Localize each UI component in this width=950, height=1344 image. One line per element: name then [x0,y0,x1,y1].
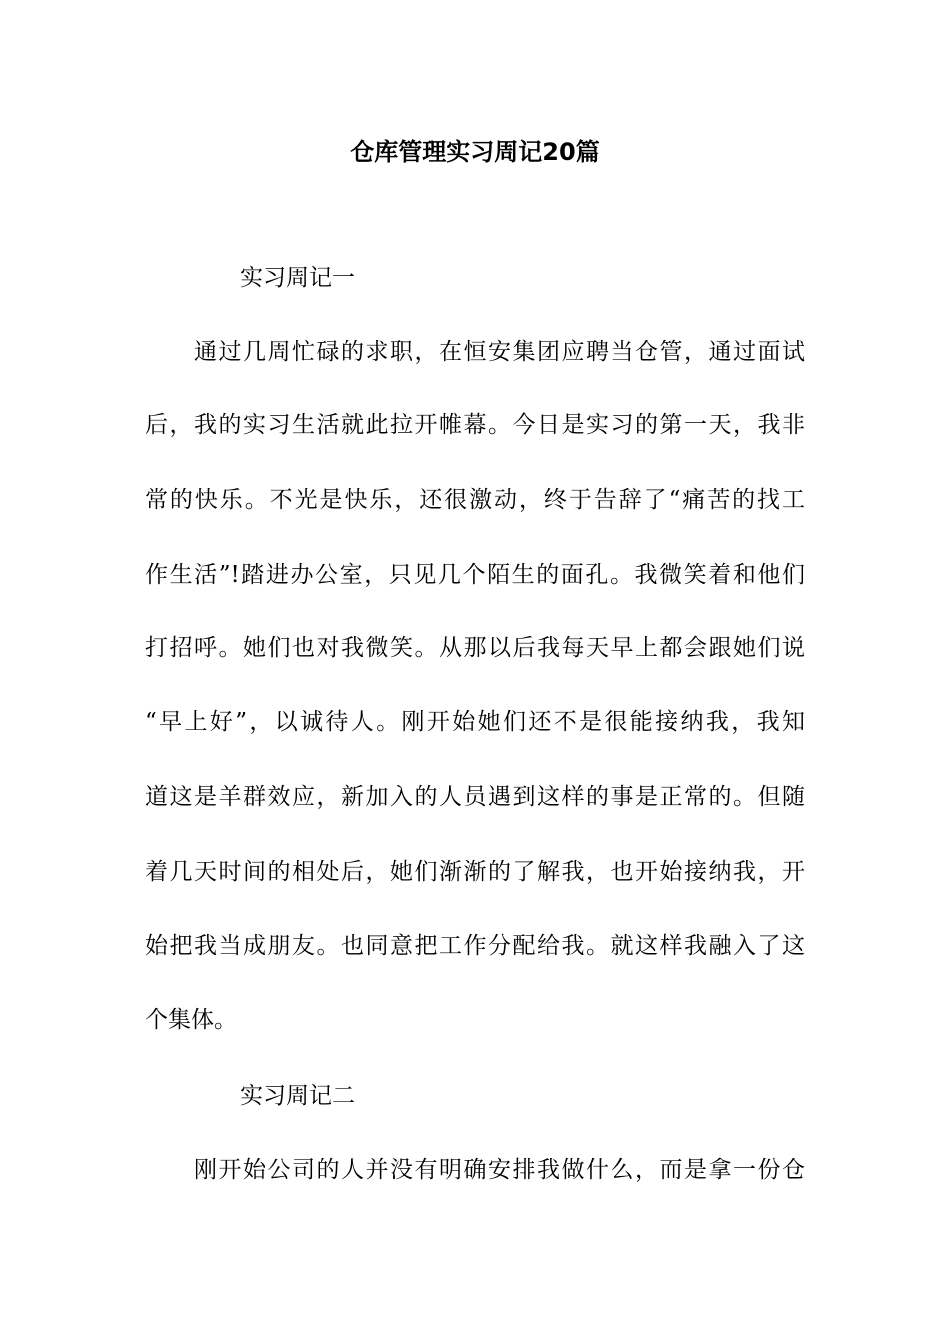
paragraph-line: 始把我当成朋友。也同意把工作分配给我。就这样我融入了这 [145,933,805,959]
paragraph-line: 刚开始公司的人并没有明确安排我做什么，而是拿一份仓 [145,1157,805,1183]
paragraph-line: “早上好”，以诚待人。刚开始她们还不是很能接纳我，我知 [145,709,805,735]
paragraph-line: 作生活”!踏进办公室，只见几个陌生的面孔。我微笑着和他们 [145,562,805,588]
section-heading-1: 实习周记一 [240,265,355,291]
paragraph-line: 个集体。 [145,1007,237,1033]
paragraph-line: 通过几周忙碌的求职，在恒安集团应聘当仓管，通过面试 [145,339,805,365]
paragraph-line: 常的快乐。不光是快乐，还很激动，终于告辞了“痛苦的找工 [145,487,805,513]
paragraph-line: 打招呼。她们也对我微笑。从那以后我每天早上都会跟她们说 [145,635,805,661]
paragraph-line: 着几天时间的相处后，她们渐渐的了解我，也开始接纳我，开 [145,859,805,885]
section-heading-2: 实习周记二 [240,1083,355,1109]
paragraph-line: 后，我的实习生活就此拉开帷幕。今日是实习的第一天，我非 [145,412,805,438]
paragraph-line: 道这是羊群效应，新加入的人员遇到这样的事是正常的。但随 [145,784,805,810]
document-title: 仓库管理实习周记20篇 [350,138,600,166]
